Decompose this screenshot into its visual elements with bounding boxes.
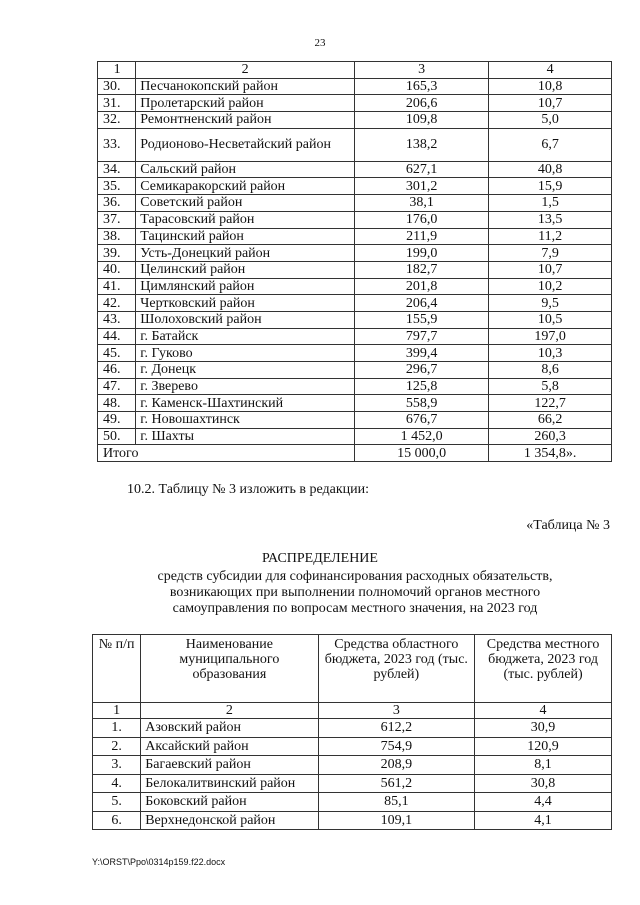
- row-number: 5.: [93, 793, 141, 812]
- table-row: [98, 328, 612, 345]
- table-row: [98, 178, 612, 195]
- regional-budget-value: 676,7: [355, 412, 489, 429]
- municipality-name: Семикаракорский район: [136, 178, 355, 195]
- local-budget-value: 66,2: [489, 412, 612, 429]
- row-number: 35.: [98, 178, 136, 195]
- row-number: 41.: [98, 278, 136, 295]
- table-row: [98, 278, 612, 295]
- regional-budget-value: 38,1: [355, 195, 489, 212]
- table-row: [93, 793, 612, 812]
- header-cell: 1: [98, 62, 136, 79]
- column-number: 1: [93, 703, 141, 719]
- table-row: [98, 161, 612, 178]
- row-number: 38.: [98, 228, 136, 245]
- table-row: [93, 719, 612, 738]
- column-number: 2: [141, 703, 318, 719]
- regional-budget-value: 165,3: [355, 78, 489, 95]
- municipality-name: Белокалитвинский район: [141, 774, 318, 793]
- municipality-name: Азовский район: [141, 719, 318, 738]
- municipality-name: г. Зверево: [136, 378, 355, 395]
- header-cell: 4: [489, 62, 612, 79]
- local-budget-value: 40,8: [489, 161, 612, 178]
- regional-budget-value: 109,8: [355, 112, 489, 129]
- total-local-budget: 1 354,8».: [489, 445, 612, 462]
- table-row: [98, 112, 612, 129]
- distribution-table-continued: [97, 61, 612, 462]
- total-label: Итого: [98, 445, 355, 462]
- municipality-name: Советский район: [136, 195, 355, 212]
- local-budget-value: 10,2: [489, 278, 612, 295]
- municipality-name: Аксайский район: [141, 737, 318, 756]
- municipality-name: Цимлянский район: [136, 278, 355, 295]
- header-cell: 3: [355, 62, 489, 79]
- local-budget-value: 10,7: [489, 261, 612, 278]
- municipality-name: г. Батайск: [136, 328, 355, 345]
- table-row: [98, 261, 612, 278]
- municipality-name: г. Донецк: [136, 362, 355, 379]
- local-budget-value: 30,8: [475, 774, 612, 793]
- regional-budget-value: 109,1: [318, 811, 475, 830]
- municipality-name: Сальский район: [136, 161, 355, 178]
- municipality-name: Усть-Донецкий район: [136, 245, 355, 262]
- municipality-name: Шолоховский район: [136, 311, 355, 328]
- table-row: [98, 378, 612, 395]
- page-number: 23: [314, 37, 326, 49]
- row-number: 4.: [93, 774, 141, 793]
- municipality-name: Песчанокопский район: [136, 78, 355, 95]
- table-row: [98, 345, 612, 362]
- table-header-row: [93, 635, 612, 703]
- regional-budget-value: 612,2: [318, 719, 475, 738]
- regional-budget-value: 754,9: [318, 737, 475, 756]
- column-number-row: [93, 703, 612, 719]
- municipality-name: Тацинский район: [136, 228, 355, 245]
- municipality-name: г. Каменск-Шахтинский: [136, 395, 355, 412]
- local-budget-value: 10,5: [489, 311, 612, 328]
- row-number: 1.: [93, 719, 141, 738]
- regional-budget-value: 399,4: [355, 345, 489, 362]
- section-heading: РАСПРЕДЕЛЕНИЕ: [262, 551, 378, 566]
- local-budget-value: 9,5: [489, 295, 612, 312]
- table-row: [93, 756, 612, 775]
- table-row: [98, 412, 612, 429]
- table-row: [98, 295, 612, 312]
- row-number: 42.: [98, 295, 136, 312]
- municipality-name: г. Шахты: [136, 428, 355, 445]
- local-budget-value: 8,1: [475, 756, 612, 775]
- header-number: № п/п: [93, 635, 141, 703]
- regional-budget-value: 206,4: [355, 295, 489, 312]
- table-row: [98, 195, 612, 212]
- regional-budget-value: 125,8: [355, 378, 489, 395]
- row-number: 34.: [98, 161, 136, 178]
- table-row: [98, 78, 612, 95]
- row-number: 6.: [93, 811, 141, 830]
- table-row: [98, 211, 612, 228]
- local-budget-value: 11,2: [489, 228, 612, 245]
- row-number: 45.: [98, 345, 136, 362]
- municipality-name: Пролетарский район: [136, 95, 355, 112]
- local-budget-value: 1,5: [489, 195, 612, 212]
- regional-budget-value: 85,1: [318, 793, 475, 812]
- table-row: [93, 811, 612, 830]
- municipality-name: г. Новошахтинск: [136, 412, 355, 429]
- table-row: [98, 311, 612, 328]
- regional-budget-value: 558,9: [355, 395, 489, 412]
- regional-budget-value: 561,2: [318, 774, 475, 793]
- row-number: 43.: [98, 311, 136, 328]
- regional-budget-value: 201,8: [355, 278, 489, 295]
- row-number: 50.: [98, 428, 136, 445]
- row-number: 49.: [98, 412, 136, 429]
- table-row: [93, 737, 612, 756]
- local-budget-value: 4,1: [475, 811, 612, 830]
- row-number: 2.: [93, 737, 141, 756]
- regional-budget-value: 208,9: [318, 756, 475, 775]
- local-budget-value: 15,9: [489, 178, 612, 195]
- municipality-name: Багаевский район: [141, 756, 318, 775]
- municipality-name: Ремонтненский район: [136, 112, 355, 129]
- distribution-table-3: [92, 634, 612, 830]
- municipality-name: Родионово-Несветайский район: [136, 128, 355, 161]
- table-number-label: «Таблица № 3: [526, 518, 610, 533]
- table-row: [98, 428, 612, 445]
- local-budget-value: 5,0: [489, 112, 612, 129]
- municipality-name: Чертковский район: [136, 295, 355, 312]
- regional-budget-value: 296,7: [355, 362, 489, 379]
- row-number: 37.: [98, 211, 136, 228]
- local-budget-value: 10,8: [489, 78, 612, 95]
- local-budget-value: 6,7: [489, 128, 612, 161]
- local-budget-value: 10,3: [489, 345, 612, 362]
- amendment-paragraph: 10.2. Таблицу № 3 изложить в редакции:: [127, 482, 369, 497]
- row-number: 47.: [98, 378, 136, 395]
- table-row: [93, 774, 612, 793]
- local-budget-value: 13,5: [489, 211, 612, 228]
- table-row: [98, 228, 612, 245]
- regional-budget-value: 797,7: [355, 328, 489, 345]
- municipality-name: Тарасовский район: [136, 211, 355, 228]
- row-number: 31.: [98, 95, 136, 112]
- regional-budget-value: 627,1: [355, 161, 489, 178]
- row-number: 3.: [93, 756, 141, 775]
- header-local-budget: Средства местного бюджета, 2023 год (тыс. рублей): [475, 635, 612, 703]
- table-row: [98, 128, 612, 161]
- local-budget-value: 8,6: [489, 362, 612, 379]
- local-budget-value: 260,3: [489, 428, 612, 445]
- local-budget-value: 10,7: [489, 95, 612, 112]
- regional-budget-value: 176,0: [355, 211, 489, 228]
- regional-budget-value: 138,2: [355, 128, 489, 161]
- regional-budget-value: 211,9: [355, 228, 489, 245]
- table-header-row: [98, 62, 612, 79]
- row-number: 46.: [98, 362, 136, 379]
- row-number: 36.: [98, 195, 136, 212]
- row-number: 40.: [98, 261, 136, 278]
- table-row: [98, 95, 612, 112]
- regional-budget-value: 206,6: [355, 95, 489, 112]
- local-budget-value: 120,9: [475, 737, 612, 756]
- local-budget-value: 7,9: [489, 245, 612, 262]
- row-number: 44.: [98, 328, 136, 345]
- header-name: Наименование муниципального образования: [141, 635, 318, 703]
- total-row: [98, 445, 612, 462]
- total-regional-budget: 15 000,0: [355, 445, 489, 462]
- municipality-name: Боковский район: [141, 793, 318, 812]
- regional-budget-value: 301,2: [355, 178, 489, 195]
- regional-budget-value: 182,7: [355, 261, 489, 278]
- local-budget-value: 197,0: [489, 328, 612, 345]
- file-path-footer: Y:\ORST\Ppo\0314p159.f22.docx: [92, 857, 226, 867]
- local-budget-value: 30,9: [475, 719, 612, 738]
- row-number: 32.: [98, 112, 136, 129]
- header-regional-budget: Средства областного бюджета, 2023 год (тыс. рублей): [318, 635, 475, 703]
- row-number: 39.: [98, 245, 136, 262]
- regional-budget-value: 155,9: [355, 311, 489, 328]
- column-number: 3: [318, 703, 475, 719]
- regional-budget-value: 199,0: [355, 245, 489, 262]
- row-number: 33.: [98, 128, 136, 161]
- row-number: 30.: [98, 78, 136, 95]
- column-number: 4: [475, 703, 612, 719]
- local-budget-value: 5,8: [489, 378, 612, 395]
- row-number: 48.: [98, 395, 136, 412]
- municipality-name: Верхнедонской район: [141, 811, 318, 830]
- municipality-name: г. Гуково: [136, 345, 355, 362]
- local-budget-value: 122,7: [489, 395, 612, 412]
- header-cell: 2: [136, 62, 355, 79]
- table-caption: средств субсидии для софинансирования расходных обязательств, возникающих при выполнении полномочий органов местного самоуправления по вопросам местного значения, на 2023 год: [157, 569, 553, 616]
- table-row: [98, 245, 612, 262]
- local-budget-value: 4,4: [475, 793, 612, 812]
- municipality-name: Целинский район: [136, 261, 355, 278]
- regional-budget-value: 1 452,0: [355, 428, 489, 445]
- table-row: [98, 395, 612, 412]
- table-row: [98, 362, 612, 379]
